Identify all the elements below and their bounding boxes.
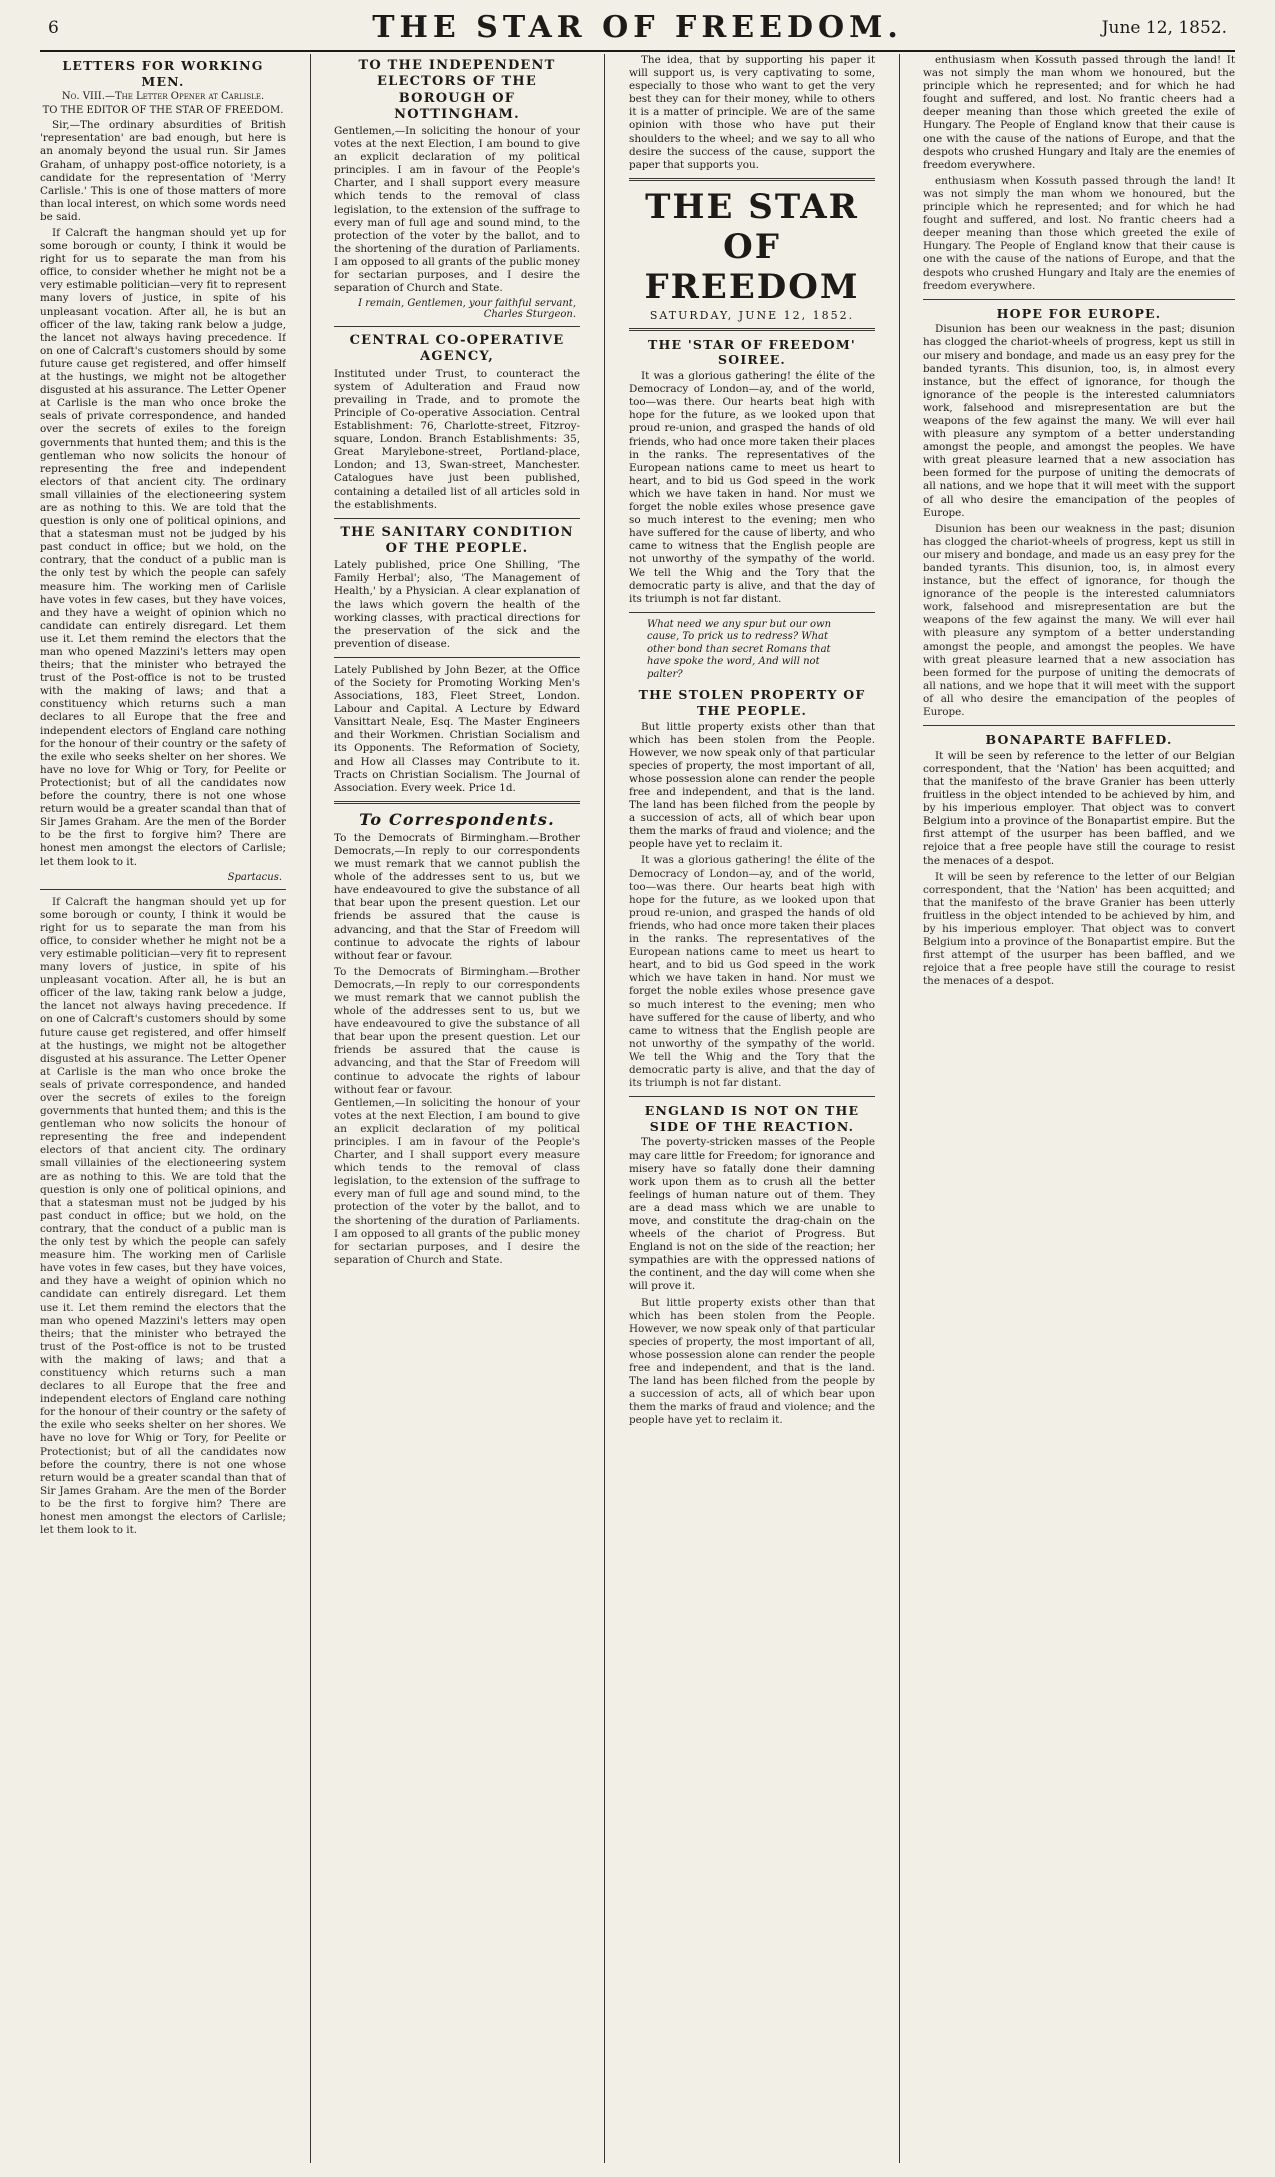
divider (334, 518, 580, 519)
stolen-property-body: But little property exists other than that which has been stolen from the People. However, we now speak only of that particular species of property, the most important of all, whose possession alone can render the people free and independent, and that is the land. The land has been filched from the people by a succession of acts, all of which bear upon them the marks of fraud and violence; and the people have yet to reclaim it. (629, 720, 875, 851)
article-paragraph: Sir,—The ordinary absurdities of British 'representation' are bad enough, but here is an anomaly beyond the usual run. Sir James Graham, of unhappy post-office notoriety, is a candidate for the representation of 'Merry Carlisle.' This is one of those matters of more than local interest, on which some words need be said. (40, 119, 286, 223)
bonaparte-body: It will be seen by reference to the letter of our Belgian correspondent, that the 'Nation' has been acquitted; and that the manifesto of the brave Granier has been utterly fruitless in the object intended to be achieved by him, and by his imperious employer. That object was to convert Belgium into a province of the Bonapartist empire. But the first attempt of the usurper has been baffled, and we rejoice that a free people have still the courage to resist the menaces of a despot. (923, 749, 1235, 867)
issue-dateline: SATURDAY, JUNE 12, 1852. (649, 308, 855, 322)
books-list: Lately Published by John Bezer, at the Office of the Society for Promoting Working Men's Associations, 183, Fleet Street, London. Labour and Capital. A Lecture by Edward Vansittart Neale, Esq. The Master Engineers and their Workmen. Christian Socialism and its Opponents. The Reformation of Society, and How all Classes may Contribute to it. Tracts on Christian Socialism. The Journal of Association. Every week. Price 1d. (334, 663, 580, 794)
column-1 (40, 54, 286, 2163)
divider (629, 1096, 875, 1097)
article-paragraph: If Calcraft the hangman should yet up for some borough or county, I think it would be right for us to separate the man from his office, to consider whether he might not be a very estimable politician—very fit to represent many lovers of justice, in spite of his unpleasant vocation. After all, he is but an officer of the law, taking rank below a judge, the lancet not always having precedence. If on one of Calcraft's customers should by some future cause get registered, and offer himself at the hustings, we might not be altogether disgusted at his assurance. The Letter Opener at Carlisle is the man who once broke the seals of private correspondence, and handed over the secrets of exiles to the foreign governments that hunted them; and this is the gentleman who now solicits the honour of representing the free and independent electors of that ancient city. The ordinary small villainies of the electioneering system are as nothing to this. We are told that the question is only one of political opinions, and that a statesman must not be judged by his past conduct in office; but we hold, on the contrary, that the conduct of a public man is the only test by which the people can safely measure him. The working men of Carlisle have votes in few cases, but they have voices, and they have a weight of opinion which no candidate can entirely disregard. Let them use it. Let them remind the electors that the man who opened Mazzini's letters may open theirs; that the minister who betrayed the trust of the Post-office is not to be trusted with the making of laws; and that a constituency which returns such a man declares to all Europe that the free and independent electors of England care nothing for the honour of their country or the safety of the exile who seeks shelter on her shores. We have no love for Whig or Tory, for Peelite or Protectionist; but of all the candidates now before the country, there is not one whose return would be a greater scandal than that of Sir James Graham. Are the men of the Border to be the first to forgive him? There are honest men amongst the electors of Carlisle; let them look to it. (40, 227, 286, 868)
england-heading: ENGLAND IS NOT ON THE SIDE OF THE REACTION. (644, 1103, 860, 1134)
divider (923, 725, 1235, 726)
divider (334, 801, 580, 804)
intro-paragraph: enthusiasm when Kossuth passed through the land! It was not simply the man whom we honoured, but the principle which he represented; and for which he had fought and suffered, and lost. No frantic cheers had a deeper meaning than those which greeted the exile of Hungary. The People of England know that their cause is one with the cause of the nations of Europe, and that the despots who crushed Hungary and Italy are the enemies of freedom everywhere. (923, 54, 1235, 171)
masthead-date: June 12, 1852. (1101, 18, 1227, 38)
column-4 (923, 54, 1235, 2163)
masthead (40, 6, 1235, 52)
stolen-property-continued: It was a glorious gathering! the élite of the Democracy of London—ay, and of the world, too—was there. Our hearts beat high with hope for the future, as we looked upon that proud re-union, and grasped the hands of old friends, who had once more taken their places in the ranks. The representatives of the European nations came to meet us heart to heart, and to bid us God speed in the work which we have taken in hand. Nor must we forget the noble exiles whose presence gave so much interest to the evening; men who have suffered for the cause of liberty, and who came to witness that the English people are not unworthy of the sympathy of the world. We tell the Whig and the Tory that the democratic party is alive, and that the day of its triumph is not far distant. (629, 854, 875, 1090)
divider (629, 178, 875, 181)
correspondents-continued: Gentlemen,—In soliciting the honour of your votes at the next Election, I am bound to give an explicit declaration of my political principles. I am in favour of the People's Charter, and I shall support every measure which tends to the removal of class legislation, to the extension of the suffrage to every man of full age and sound mind, to the protection of the voter by the ballot, and to the shortening of the duration of Parliaments. I am opposed to all grants of the public money for sectarian purposes, and I desire the separation of Church and State. (334, 1096, 580, 1266)
correspondents-body: To the Democrats of Birmingham.—Brother Democrats,—In reply to our correspondents we must remark that we cannot publish the whole of the addresses sent to us, but we have endeavoured to give the substance of all that bear upon the present question. Let our friends be assured that the cause is advancing, and that the Star of Freedom will continue to advocate the rights of labour without fear or favour. (334, 831, 580, 962)
correspondents-continued: To the Democrats of Birmingham.—Brother Democrats,—In reply to our correspondents we must remark that we cannot publish the whole of the addresses sent to us, but we have endeavoured to give the substance of all that bear upon the present question. Let our friends be assured that the cause is advancing, and that the Star of Freedom will continue to advocate the rights of labour without fear or favour. (334, 965, 580, 1096)
poem-quote: What need we any spur but our own cause, To prick us to redress? What other bond than secret Romans that have spoke the word, And will not palter? (647, 618, 832, 680)
divider (629, 328, 875, 331)
bonaparte-continued: It will be seen by reference to the letter of our Belgian correspondent, that the 'Nation' has been acquitted; and that the manifesto of the brave Granier has been utterly fruitless in the object intended to be achieved by him, and by his imperious employer. That object was to convert Belgium into a province of the Bonapartist empire. But the first attempt of the usurper has been baffled, and we rejoice that a free people have still the courage to resist the menaces of a despot. (923, 870, 1235, 988)
column-rule (899, 54, 900, 2163)
column-rule (604, 54, 605, 2163)
soiree-body: It was a glorious gathering! the élite of the Democracy of London—ay, and of the world, too—was there. Our hearts beat high with hope for the future, as we looked upon that proud re-union, and grasped the hands of old friends, who had once more taken their places in the ranks. The representatives of the European nations came to meet us heart to heart, and to bid us God speed in the work which we have taken in hand. Nor must we forget the noble exiles whose presence gave so much interest to the evening; men who have suffered for the cause of liberty, and who came to witness that the English people are not unworthy of the sympathy of the world. We tell the Whig and the Tory that the democratic party is alive, and that the day of its triumph is not far distant. (629, 370, 875, 605)
article-subheading: No. VIII.—The Letter Opener at Carlisle. (61, 91, 265, 103)
address-signature: I remain, Gentlemen, your faithful servant, Charles Sturgeon. (358, 298, 576, 321)
england-body: The poverty-stricken masses of the People may care little for Freedom; for ignorance and misery have so fatally done their damning work upon them as to crush all the better feelings of human nature out of them. They are a dead mass which we are unable to move, and constitute the drag-chain on the wheels of the chariot of Progress. But England is not on the side of the reaction; her sympathies are with the oppressed nations of the continent, and the day will come when she will prove it. (629, 1136, 875, 1293)
hope-continued: Disunion has been our weakness in the past; disunion has clogged the chariot-wheels of progress, kept us still in our misery and bondage, and made us an easy prey for the banded tyrants. This disunion, too, is, in almost every instance, but the effect of ignorance, for though the ignorance of the people is the interested calumniators work, falsehood and misrepresentation are but the weapons of the few against the many. We will ever hail with pleasure any symptom of a better understanding amongst the people, and amongst the peoples. We have with great pleasure learned that a new association has been formed for the purpose of uniting the democrats of all nations, and we hope that it will meet with the support of all who desire the emancipation of the peoples of Europe. (923, 522, 1235, 719)
hope-heading: HOPE FOR EUROPE. (996, 305, 1162, 321)
sanitary-heading: THE SANITARY CONDITION OF THE PEOPLE. (340, 524, 574, 556)
page-number: 6 (48, 18, 59, 38)
column-rule (310, 54, 311, 2163)
divider (629, 612, 875, 613)
article-address: TO THE EDITOR OF THE STAR OF FREEDOM. (42, 105, 284, 117)
intro-paragraph: The idea, that by supporting his paper it will support us, is very captivating to some, especially to those who want to get the very best they can for their money, while to others it is a matter of principle. We are of the same opinion with those who have put their shoulders to the wheel; and we say to all who desire the success of the cause, support the paper that supports you. (629, 54, 875, 171)
sanitary-body: Lately published, price One Shilling, 'The Family Herbal'; also, 'The Management of Health,' by a Physician. A clear explanation of the laws which govern the health of the working classes, with practical directions for the preservation of the sick and the prevention of disease. (334, 559, 580, 650)
article-continued: If Calcraft the hangman should yet up for some borough or county, I think it would be right for us to separate the man from his office, to consider whether he might not be a very estimable politician—very fit to represent many lovers of justice, in spite of his unpleasant vocation. After all, he is but an officer of the law, taking rank below a judge, the lancet not always having precedence. If on one of Calcraft's customers should by some future cause get registered, and offer himself at the hustings, we might not be altogether disgusted at his assurance. The Letter Opener at Carlisle is the man who once broke the seals of private correspondence, and handed over the secrets of exiles to the foreign governments that hunted them; and this is the gentleman who now solicits the honour of representing the free and independent electors of that ancient city. The ordinary small villainies of the electioneering system are as nothing to this. We are told that the question is only one of political opinions, and that a statesman must not be judged by his past conduct in office; but we hold, on the contrary, that the conduct of a public man is the only test by which the people can safely measure him. The working men of Carlisle have votes in few cases, but they have voices, and they have a weight of opinion which no candidate can entirely disregard. Let them use it. Let them remind the electors that the man who opened Mazzini's letters may open theirs; that the minister who betrayed the trust of the Post-office is not to be trusted with the making of laws; and that a constituency which returns such a man declares to all Europe that the free and independent electors of England care nothing for the honour of their country or the safety of the exile who seeks shelter on her shores. We have no love for Whig or Tory, for Peelite or Protectionist; but of all the candidates now before the country, there is not one whose return would be a greater scandal than that of Sir James Graham. Are the men of the Border to be the first to forgive him? There are honest men amongst the electors of Carlisle; let them look to it. (40, 895, 286, 1537)
article-heading: LETTERS FOR WORKING MEN. (62, 58, 264, 89)
divider (334, 326, 580, 327)
bonaparte-heading: BONAPARTE BAFFLED. (985, 732, 1173, 748)
newspaper-title: THE STAR OF FREEDOM (644, 186, 860, 307)
masthead-title: THE STAR OF FREEDOM. (372, 10, 903, 45)
divider (40, 889, 286, 890)
agency-body: Instituted under Trust, to counteract the system of Adulteration and Fraud now prevailing in Trade, and to promote the Principle of Co-operative Association. Central Establishment: 76, Charlotte-street, Fitzroy-square, London. Branch Establishments: 35, Great Marylebone-street, Portland-place, London; and 13, Swan-street, Manchester. Catalogues have just been published, containing a detailed list of all articles sold in the establishments. (334, 367, 580, 511)
column-3 (629, 54, 875, 2163)
address-heading: TO THE INDEPENDENT ELECTORS OF THE BOROUGH OF NOTTINGHAM. (358, 58, 556, 122)
address-body: Gentlemen,—In soliciting the honour of your votes at the next Election, I am bound to give an explicit declaration of my political principles. I am in favour of the People's Charter, and I shall support every measure which tends to the removal of class legislation, to the extension of the suffrage to every man of full age and sound mind, to the protection of the voter by the ballot, and to the shortening of the duration of Parliaments. I am opposed to all grants of the public money for sectarian purposes, and I desire the separation of Church and State. (334, 125, 580, 295)
agency-heading: CENTRAL CO-OPERATIVE AGENCY, (349, 333, 565, 365)
soiree-heading: THE 'STAR OF FREEDOM' SOIREE. (648, 336, 856, 368)
stolen-property-heading: THE STOLEN PROPERTY OF THE PEOPLE. (638, 687, 866, 718)
article-signature: Spartacus. (227, 871, 282, 883)
intro-continued: enthusiasm when Kossuth passed through the land! It was not simply the man whom we honoured, but the principle which he represented; and for which he had fought and suffered, and lost. No frantic cheers had a deeper meaning than those which greeted the exile of Hungary. The People of England know that their cause is one with the cause of the nations of Europe, and that the despots who crushed Hungary and Italy are the enemies of freedom everywhere. (923, 174, 1235, 292)
hope-body: Disunion has been our weakness in the past; disunion has clogged the chariot-wheels of progress, kept us still in our misery and bondage, and made us an easy prey for the banded tyrants. This disunion, too, is, in almost every instance, but the effect of ignorance, for though the ignorance of the people is the interested calumniators work, falsehood and misrepresentation are but the weapons of the few against the many. We will ever hail with pleasure any symptom of a better understanding amongst the people, and amongst the peoples. We have with great pleasure learned that a new association has been formed for the purpose of uniting the democrats of all nations, and we hope that it will meet with the support of all who desire the emancipation of the peoples of Europe. (923, 323, 1235, 519)
column-2 (334, 54, 580, 2163)
divider (334, 657, 580, 658)
correspondents-heading: To Correspondents. (359, 809, 555, 829)
england-continued: But little property exists other than that which has been stolen from the People. However, we now speak only of that particular species of property, the most important of all, whose possession alone can render the people free and independent, and that is the land. The land has been filched from the people by a succession of acts, all of which bear upon them the marks of fraud and violence; and the people have yet to reclaim it. (629, 1296, 875, 1427)
divider (923, 299, 1235, 300)
